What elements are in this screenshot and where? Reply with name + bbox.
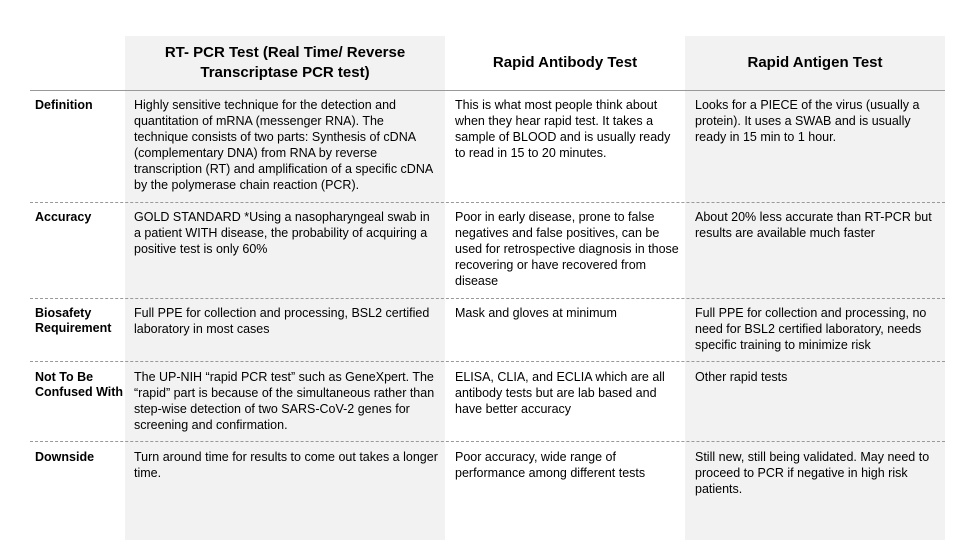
not-confused-rapid-antibody: ELISA, CLIA, and ECLIA which are all antibody tests but are lab based and have better accuracy [455,370,665,416]
accuracy-rt-pcr: GOLD STANDARD *Using a nasopharyngeal swab in a patient WITH disease, the probability of acquiring a positive test is only 60% [134,210,430,256]
biosafety-rt-pcr: Full PPE for collection and processing, BSL2 certified laboratory in most cases [134,306,430,336]
downside-rt-pcr: Turn around time for results to come out takes a longer time. [134,450,438,480]
definition-rapid-antigen: Looks for a PIECE of the virus (usually a protein). It uses a SWAB and is usually ready in 15 min to 1 hour. [695,98,920,144]
definition-rt-pcr: Highly sensitive technique for the detection and quantitation of mRNA (messenger RNA). The technique consists of two parts: Synthesis of cDNA (complementary DNA) from RNA by reverse transcription (RT) and amplification of a specific cDNA by the polymerase chain reaction (PCR). [134,98,433,192]
downside-rapid-antigen: Still new, still being validated. May need to proceed to PCR if negative in high risk patients. [695,450,930,496]
header-rt-pcr: RT- PCR Test (Real Time/ Reverse Transcriptase PCR test) [164,44,406,81]
downside-rapid-antibody: Poor accuracy, wide range of performance among different tests [455,450,646,480]
row-divider [30,441,945,442]
accuracy-rapid-antigen: About 20% less accurate than RT-PCR but results are available much faster [695,210,932,240]
row-label-not-confused: Not To Be Confused With [35,370,124,399]
not-confused-rt-pcr: The UP-NIH “rapid PCR test” such as GeneXpert. The “rapid” part is because of the simultaneous rather than step-wise detection of two SARS-CoV-2 genes for screening and confirmation. [134,370,435,432]
row-divider [30,202,945,203]
header-rapid-antibody: Rapid Antibody Test [492,54,638,71]
definition-rapid-antibody: This is what most people think about when they hear rapid test. It takes a sample of BLOOD and is usually ready to read in 15 to 20 minutes. [455,98,671,160]
biosafety-rapid-antibody: Mask and gloves at minimum [455,306,617,320]
header-rapid-antigen: Rapid Antigen Test [747,54,883,71]
row-divider [30,298,945,299]
header-divider [30,90,945,91]
row-label-definition: Definition [35,98,93,112]
row-label-accuracy: Accuracy [35,210,92,224]
biosafety-rapid-antigen: Full PPE for collection and processing, no need for BSL2 certified laboratory, needs specific training to minimize risk [695,306,927,352]
row-label-downside: Downside [35,450,95,464]
row-label-biosafety: Biosafety Requirement [35,306,112,335]
not-confused-rapid-antigen: Other rapid tests [695,370,788,384]
row-divider [30,361,945,362]
accuracy-rapid-antibody: Poor in early disease, prone to false negatives and false positives, can be used for retrospective diagnosis in those recovering or have recovered from disease [455,210,679,288]
